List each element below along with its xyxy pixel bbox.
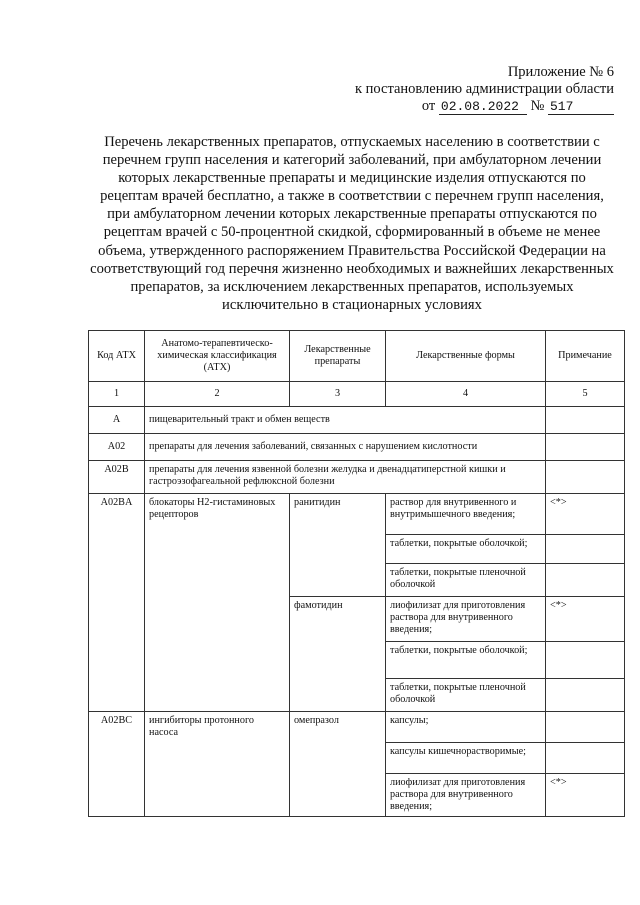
note-cell	[546, 743, 625, 774]
drug-name: ранитидин	[290, 494, 386, 597]
note-cell	[546, 407, 625, 434]
atc-code: A02B	[89, 461, 145, 494]
note-cell: <*>	[546, 597, 625, 642]
dosage-form: капсулы кишечнорастворимые;	[386, 743, 546, 774]
note-cell: <*>	[546, 494, 625, 535]
atc-group-name: пищеварительный тракт и обмен веществ	[145, 407, 546, 434]
atc-code: A02BA	[89, 494, 145, 712]
header-classification: Анатомо-терапевтическо-химическая классификация (АТХ)	[145, 331, 290, 382]
dosage-form: таблетки, покрытые пленочной оболочкой	[386, 564, 546, 597]
header-code: Код АТХ	[89, 331, 145, 382]
column-number: 5	[546, 382, 625, 407]
column-number: 1	[89, 382, 145, 407]
table-row	[89, 494, 625, 535]
decree-date: 02.08.2022	[439, 100, 527, 115]
column-number-row	[89, 382, 625, 407]
drug-table	[88, 330, 625, 817]
date-label: от	[421, 98, 436, 114]
number-label: №	[530, 98, 545, 114]
dosage-form: таблетки, покрытые оболочкой;	[386, 535, 546, 564]
atc-code: A02BC	[89, 712, 145, 817]
table-row	[89, 712, 625, 743]
atc-code: A02	[89, 434, 145, 461]
table-row	[89, 407, 625, 434]
note-cell	[546, 642, 625, 679]
atc-group-name: препараты для лечения язвенной болезни желудка и двенадцатиперстной кишки и гастроэзофагеальной рефлюксной болезни	[145, 461, 546, 494]
appendix-block	[355, 64, 614, 115]
column-number: 3	[290, 382, 386, 407]
atc-group-name: блокаторы Н2-гистаминовых рецепторов	[145, 494, 290, 712]
dosage-form: лиофилизат для приготовления раствора для внутривенного введения;	[386, 774, 546, 817]
note-cell	[546, 679, 625, 712]
decree-number: 517	[548, 100, 614, 115]
note-cell: <*>	[546, 774, 625, 817]
dosage-form: таблетки, покрытые оболочкой;	[386, 642, 546, 679]
appendix-reference: к постановлению администрации области	[354, 81, 614, 97]
note-cell	[546, 461, 625, 494]
column-number: 2	[145, 382, 290, 407]
dosage-form: раствор для внутривенного и внутримышечного введения;	[386, 494, 546, 535]
header-forms: Лекарственные формы	[386, 331, 546, 382]
note-cell	[546, 712, 625, 743]
dosage-form: капсулы;	[386, 712, 546, 743]
dosage-form: лиофилизат для приготовления раствора для внутривенного введения;	[386, 597, 546, 642]
dosage-form: таблетки, покрытые пленочной оболочкой	[386, 679, 546, 712]
appendix-title: Приложение № 6	[507, 64, 614, 80]
atc-group-name: ингибиторы протонного насоса	[145, 712, 290, 817]
appendix-date-line	[355, 98, 614, 115]
atc-group-name: препараты для лечения заболеваний, связанных с нарушением кислотности	[145, 434, 546, 461]
table-row	[89, 434, 625, 461]
drug-name: фамотидин	[290, 597, 386, 712]
note-cell	[546, 434, 625, 461]
atc-code: A	[89, 407, 145, 434]
document-title: Перечень лекарственных препаратов, отпускаемых населению в соответствии с перечнем групп населения и категорий заболеваний, при амбулаторном лечении которых лекарственные препараты и медицинские изделия отпускаются по рецептам врачей бесплатно, а также в соответствии с перечнем групп населения, при амбулаторном лечении которых лекарственные препараты отпускаются по рецептам врачей с 50-процентной скидкой, сформированный в объеме не менее объема, утвержденного распоряжением Правительства Российской Федерации на соответствующий год перечня жизненно необходимых и важнейших лекарственных препаратов, за исключением лекарственных препаратов, используемых исключительно в стационарных условиях	[90, 134, 614, 313]
header-note: Примечание	[546, 331, 625, 382]
drug-name: омепразол	[290, 712, 386, 817]
note-cell	[546, 564, 625, 597]
table-row	[89, 461, 625, 494]
table-header-row	[89, 331, 625, 382]
note-cell	[546, 535, 625, 564]
column-number: 4	[386, 382, 546, 407]
header-drugs: Лекарственные препараты	[290, 331, 386, 382]
